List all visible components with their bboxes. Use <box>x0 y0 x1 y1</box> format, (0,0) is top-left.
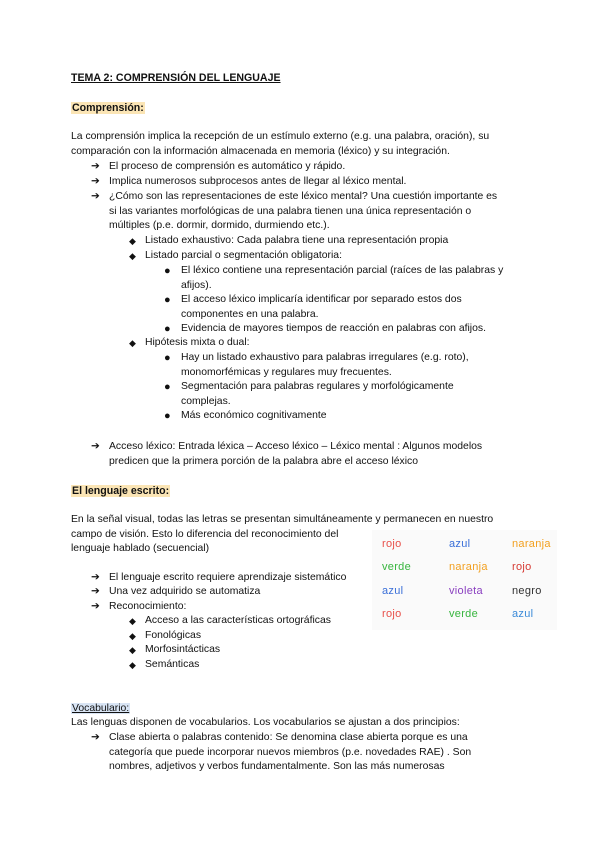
list-item: ➔ Una vez adquirido se automatiza <box>109 585 369 600</box>
diamond-bullet-icon: ◆ <box>129 645 136 655</box>
arrow-icon: ➔ <box>91 572 100 583</box>
diamond-bullet-icon: ◆ <box>129 236 136 246</box>
list-item: ➔ El proceso de comprensión es automático y rápido. <box>109 160 529 175</box>
arrow-icon: ➔ <box>91 176 100 187</box>
list-item: ➔ Acceso léxico: Entrada léxica – Acceso léxico – Léxico mental : Algunos modelos predicen que la primera porción de la palabra abre el acceso léxico <box>91 441 483 467</box>
list-item: ◆ Listado exhaustivo: Cada palabra tiene una representación propia <box>145 234 545 249</box>
list-item: ➔ Implica numerosos subprocesos antes de llegar al léxico mental. <box>109 175 529 190</box>
list-item: ➔ El lenguaje escrito requiere aprendizaje sistemático <box>109 571 369 586</box>
list-item: ● Hay un listado exhaustivo para palabras irregulares (e.g. roto), monomorfémicas y regulares muy frecuentes. <box>164 352 469 378</box>
list-item: ◆ Morfosintácticas <box>145 643 375 658</box>
list-item: ● El léxico contiene una representación parcial (raíces de las palabras y afijos). <box>164 265 504 291</box>
list-item: ➔ ¿Cómo son las representaciones de este léxico mental? Una cuestión importante es si las variantes morfológicas de una palabra tienen una única representación o múltiples (p.e. dormir, dormido, durmiendo etc.). <box>91 191 498 231</box>
stroop-word: naranja <box>449 561 488 573</box>
stroop-word: rojo <box>382 538 402 550</box>
escrito-intro: En la señal visual, todas las letras se presentan simultáneamente y permanecen en nuestro campo de visión. Esto lo diferencia del reconocimiento del lenguaje hablado (secuencial) <box>71 514 494 554</box>
stroop-word: verde <box>382 561 412 573</box>
arrow-icon: ➔ <box>91 732 100 743</box>
stroop-word: azul <box>382 585 404 597</box>
list-item: ◆ Fonológicas <box>145 629 375 644</box>
arrow-icon: ➔ <box>91 441 100 452</box>
list-item: ● Segmentación para palabras regulares y morfológicamente complejas. <box>164 381 454 407</box>
arrow-icon: ➔ <box>91 191 100 202</box>
arrow-icon: ➔ <box>91 586 100 597</box>
stroop-color-word-image <box>372 530 557 630</box>
arrow-icon: ➔ <box>91 601 100 612</box>
diamond-bullet-icon: ◆ <box>129 631 136 641</box>
section-heading-comprension: Comprensión: <box>72 102 144 114</box>
dot-bullet-icon: ● <box>164 323 171 335</box>
dot-bullet-icon: ● <box>164 265 171 277</box>
list-item: ◆ Acceso a las características ortográficas <box>145 614 375 629</box>
stroop-word: rojo <box>382 608 402 620</box>
comprension-intro: La comprensión implica la recepción de un estímulo externo (e.g. una palabra, oración), su comparación con la información almacenada en memoria (léxico) y su integración. <box>71 131 490 157</box>
diamond-bullet-icon: ◆ <box>129 616 136 626</box>
list-item: ◆ Semánticas <box>145 658 375 673</box>
stroop-word: rojo <box>512 561 532 573</box>
list-item: ➔ Reconocimiento: <box>109 600 369 615</box>
list-item: ➔ Clase abierta o palabras contenido: Se denomina clase abierta porque es una categoría que puede incorporar nuevos miembros (p.e. novedades RAE) . Son nombres, adjetivos y verbos fundamentalmente. Son las más numerosas <box>91 732 472 772</box>
list-item: ● Más económico cognitivamente <box>164 410 327 422</box>
stroop-word: violeta <box>449 585 483 597</box>
list-item: ● El acceso léxico implicaría identificar por separado estos dos componentes en una palabra. <box>164 294 462 320</box>
dot-bullet-icon: ● <box>164 410 171 422</box>
section-heading-vocabulario: Vocabulario: <box>72 703 130 714</box>
stroop-word: azul <box>512 608 534 620</box>
diamond-bullet-icon: ◆ <box>129 251 136 261</box>
list-item: ◆ Listado parcial o segmentación obligatoria: <box>145 249 545 264</box>
dot-bullet-icon: ● <box>164 352 171 364</box>
stroop-word: azul <box>449 538 471 550</box>
dot-bullet-icon: ● <box>164 294 171 306</box>
stroop-word: verde <box>449 608 479 620</box>
vocabulario-intro: Las lenguas disponen de vocabularios. Los vocabularios se ajustan a dos principios: <box>71 717 460 728</box>
page-title: TEMA 2: COMPRENSIÓN DEL LENGUAJE <box>71 72 281 84</box>
list-item: ● Evidencia de mayores tiempos de reacción en palabras con afijos. <box>164 323 486 335</box>
stroop-word: negro <box>512 585 542 597</box>
stroop-word: naranja <box>512 538 551 550</box>
list-item: ◆ Hipótesis mixta o dual: <box>145 336 545 351</box>
arrow-icon: ➔ <box>91 161 100 172</box>
diamond-bullet-icon: ◆ <box>129 660 136 670</box>
diamond-bullet-icon: ◆ <box>129 338 136 348</box>
section-heading-escrito: El lenguaje escrito: <box>72 485 170 497</box>
dot-bullet-icon: ● <box>164 381 171 393</box>
